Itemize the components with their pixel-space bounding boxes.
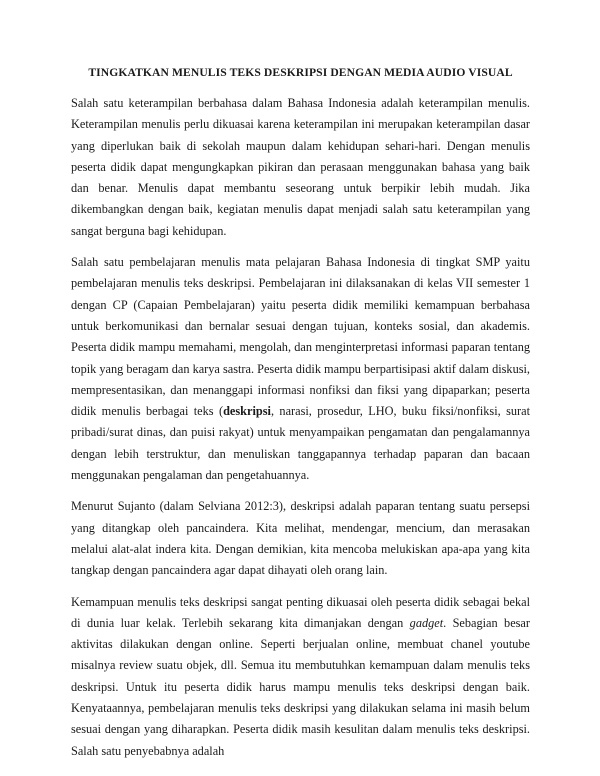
paragraph-2 <box>71 252 530 486</box>
paragraph-3: Menurut Sujanto (dalam Selviana 2012:3), deskripsi adalah paparan tentang suatu persepsi yang ditangkap oleh pancaindera. Kita melihat, mendengar, mencium, dan merasakan melalui alat-alat indera kita. Dengan demikian, kita mencoba melukiskan apa-apa yang kita tangkap dengan pancaindera agar dapat dihayati oleh orang lain. <box>71 499 530 578</box>
paragraph-4-italic-term: gadget <box>409 615 444 630</box>
paragraph-2-text-b: , narasi, prosedur, LHO, buku fiksi/nonfiksi, surat pribadi/surat dinas, dan puisi rakyat) untuk menyampaikan pengamatan dan pengalamannya dengan lebih terstruktur, dan menuliskan tanggapannya terhadap paparan dan bacaan menggunakan pengalaman dan pengetahuannya. <box>71 404 531 483</box>
document-title: TINGKATKAN MENULIS TEKS DESKRIPSI DENGAN MEDIA AUDIO VISUAL <box>88 66 513 79</box>
paragraph-2-text-a: Salah satu pembelajaran menulis mata pelajaran Bahasa Indonesia di tingkat SMP yaitu pembelajaran menulis teks deskripsi. Pembelajaran ini dilaksanakan di kelas VII semester 1 dengan CP (Capaian Pembelajaran) yaitu peserta didik memiliki kemampuan berbahasa untuk berkomunikasi dan bernalar sesuai dengan tujuan, konteks sosial, dan akademis. Peserta didik mampu memahami, mengolah, dan menginterpretasi informasi paparan tentang topik yang beragam dan karya sastra. Peserta didik mampu berpartisipasi aktif dalam diskusi, mempresentasikan, dan menanggapi informasi nonfiksi dan fiksi yang dipaparkan; peserta didik menulis berbagai teks ( <box>71 255 530 419</box>
paragraph-4-text-a: Kemampuan menulis teks deskripsi sangat penting dikuasai oleh peserta didik sebagai bekal di dunia luar kelak. Terlebih sekarang kita dimanjakan dengan <box>71 594 530 630</box>
paragraph-4 <box>71 592 530 762</box>
paragraph-1: Salah satu keterampilan berbahasa dalam Bahasa Indonesia adalah keterampilan menulis. Keterampilan menulis perlu dikuasai karena keterampilan ini merupakan keterampilan dasar yang diperlukan baik di sekolah maupun dalam kehidupan sehari-hari. Dengan menulis peserta didik dapat mengungkapkan pikiran dan perasaan menggunakan bahasa yang baik dan benar. Menulis dapat membantu seseorang untuk berpikir lebih mudah. Jika dikembangkan dengan baik, kegiatan menulis dapat menjadi salah satu keterampilan yang sangat berguna bagi kehidupan. <box>71 96 530 238</box>
paragraph-4-text-b: . Sebagian besar aktivitas dilakukan dengan online. Seperti berjualan online, membuat chanel youtube misalnya review suatu objek, dll. Semua itu membutuhkan kemampuan dalam menulis teks deskripsi. Untuk itu peserta didik harus mampu menulis teks deskripsi dengan baik. Kenyataannya, pembelajaran menulis teks deskripsi yang dilakukan selama ini masih belum sesuai dengan yang diharapkan. Peserta didik masih kesulitan dalam menulis teks deskripsi. Salah satu penyebabnya adalah <box>71 615 530 758</box>
paragraph-2-bold-term: deskripsi <box>223 404 271 419</box>
